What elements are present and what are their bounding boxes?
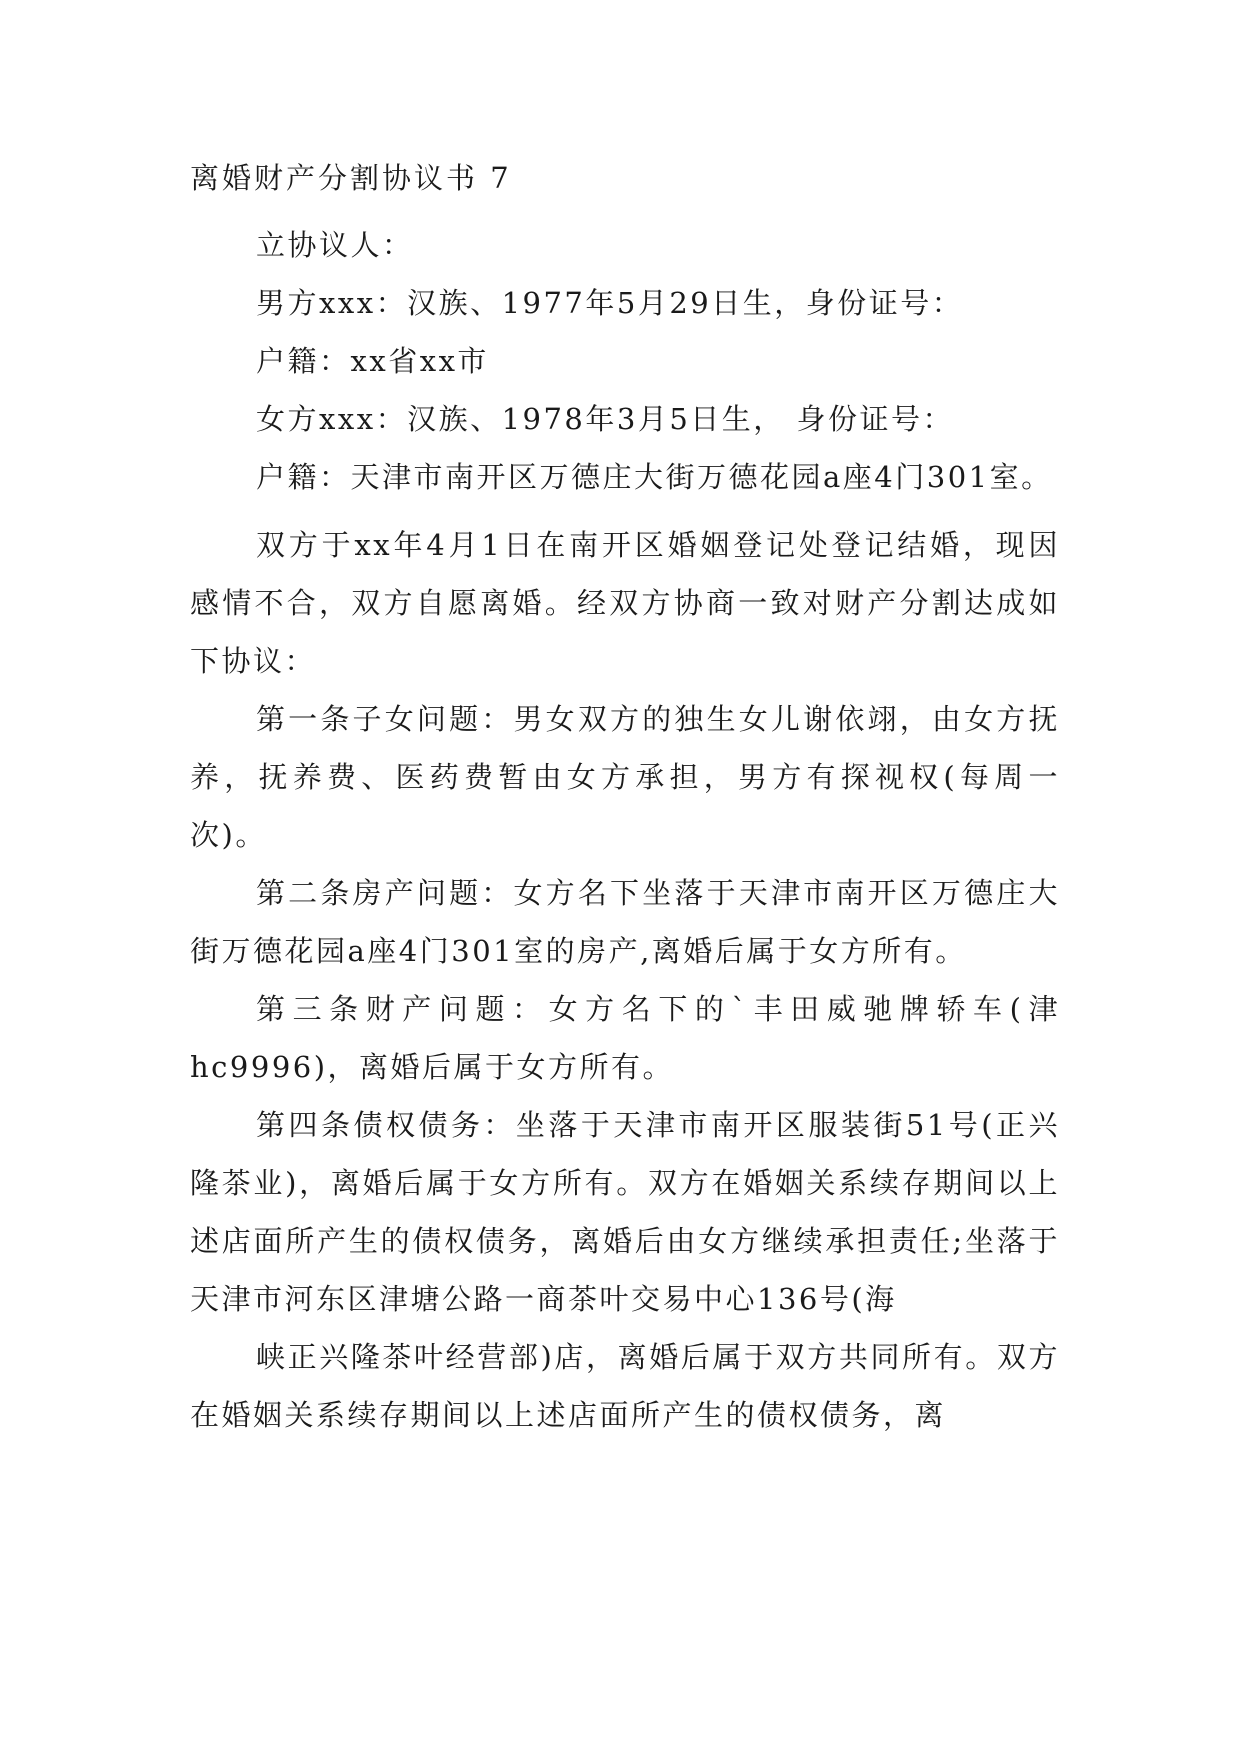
paragraph-male-party: 男方xxx：汉族、1977年5月29日生，身份证号： (256, 286, 964, 320)
paragraph-article-2-property: 第二条房产问题：女方名下坐落于天津市南开区万德庄大街万德花园a座4门301室的房产,离婚后属于女方所有。 (190, 876, 1060, 968)
paragraph-female-party: 女方xxx：汉族、1978年3月5日生， 身份证号： (256, 402, 954, 436)
paragraph-marriage-background: 双方于xx年4月1日在南开区婚姻登记处登记结婚，现因感情不合，双方自愿离婚。经双方协商一致对财产分割达成如下协议： (190, 528, 1060, 678)
paragraph-female-residence: 户籍：天津市南开区万德庄大街万德花园a座4门301室。 (256, 460, 1053, 494)
paragraph-article-4-debts: 第四条债权债务：坐落于天津市南开区服装街51号(正兴隆茶业)，离婚后属于女方所有。双方在婚姻关系续存期间以上述店面所产生的债权债务，离婚后由女方继续承担责任;坐落于天津市河东区津塘公路一商茶叶交易中心136号(海 (190, 1108, 1060, 1316)
paragraph-article-1-children: 第一条子女问题：男女双方的独生女儿谢依翊，由女方抚养，抚养费、医药费暂由女方承担，男方有探视权(每周一次)。 (190, 702, 1060, 852)
document-page (190, 158, 1060, 1444)
paragraph-parties-heading: 立协议人： (256, 228, 414, 262)
document-title: 离婚财产分割协议书 7 (190, 161, 512, 195)
paragraph-article-4-continued: 峡正兴隆茶叶经营部)店，离婚后属于双方共同所有。双方在婚姻关系续存期间以上述店面所产生的债权债务，离 (190, 1340, 1060, 1432)
paragraph-article-3-assets: 第三条财产问题：女方名下的`丰田威驰牌轿车(津hc9996)，离婚后属于女方所有。 (190, 992, 1060, 1084)
paragraph-male-residence: 户籍：xx省xx市 (256, 344, 489, 378)
